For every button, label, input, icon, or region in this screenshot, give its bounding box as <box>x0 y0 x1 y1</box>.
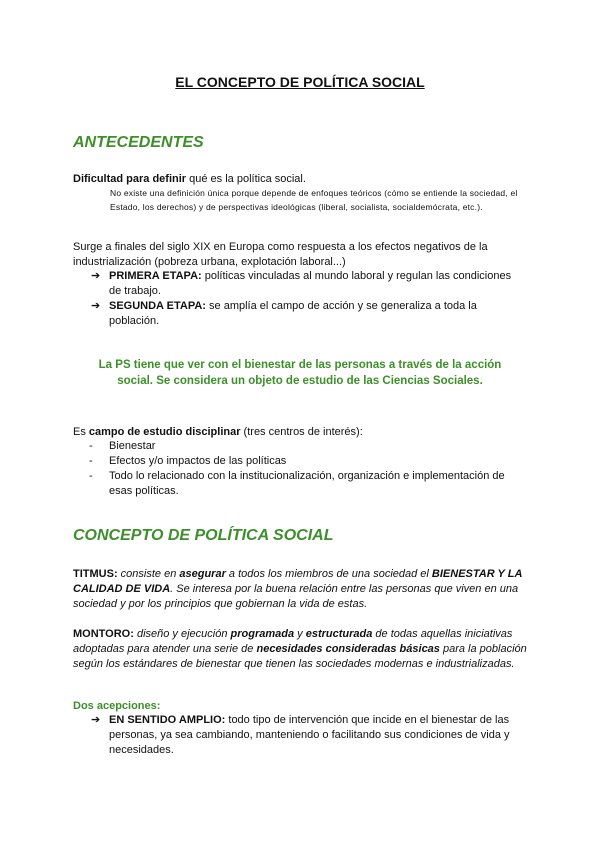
page-title: EL CONCEPTO DE POLÍTICA SOCIAL <box>175 74 425 90</box>
acepciones-list <box>91 713 521 758</box>
dificultad-paragraph <box>73 172 533 187</box>
arrow-right-icon: ➔ <box>91 300 101 312</box>
campo-bold: campo de estudio disciplinar <box>88 426 241 438</box>
acepcion-label: EN SENTIDO AMPLIO: <box>109 714 226 726</box>
etapas-list <box>91 269 523 329</box>
campo-list <box>89 439 523 499</box>
etapa-label: SEGUNDA ETAPA: <box>109 300 206 312</box>
list-item: - Todo lo relacionado con la institucionalización, organización e implementación de esas políticas. <box>89 470 505 497</box>
concepto-heading: CONCEPTO DE POLÍTICA SOCIAL <box>73 527 334 544</box>
list-item: - Bienestar <box>89 440 156 452</box>
antecedentes-heading: ANTECEDENTES <box>73 134 204 151</box>
arrow-right-icon: ➔ <box>91 714 101 726</box>
montoro-name: MONTORO: <box>73 628 134 640</box>
ps-highlight: La PS tiene que ver con el bienestar de las personas a través de la acción social. Se considera un objeto de estudio de las Ciencias Sociales. <box>98 359 502 387</box>
list-item: - Efectos y/o impactos de las políticas <box>89 455 287 467</box>
etapa-text: se amplía el campo de acción y se generaliza a toda la población. <box>109 300 477 327</box>
etapa-text: políticas vinculadas al mundo laboral y regulan las condiciones de trabajo. <box>109 270 512 297</box>
surge-paragraph: Surge a finales del siglo XIX en Europa como respuesta a los efectos negativos de la industrialización (pobreza urbana, explotación laboral...) <box>73 241 488 268</box>
dificultad-note: No existe una definición única porque depende de enfoques teóricos (cómo se entiende la sociedad, el Estado, los derechos) y de perspectivas ideológicas (liberal, socialista, socialdemócrata, etc.). <box>110 188 518 212</box>
campo-paragraph: Es campo de estudio disciplinar (tres centros de interés): <box>73 426 363 438</box>
titmus-name: TITMUS: <box>73 568 118 580</box>
acepciones-heading: Dos acepciones: <box>73 700 161 712</box>
dificultad-rest: qué es la política social. <box>186 173 306 185</box>
acepcion-item-1 <box>91 713 521 758</box>
montoro-paragraph: MONTORO: diseño y ejecución programada y estructurada de todas aquellas iniciativas adoptadas para atender una serie de necesidades consideradas básicas para la población según los estándares de bienestar que tienen las sociedades modernas e industrializadas. <box>73 628 527 670</box>
etapa-item-1 <box>91 269 523 299</box>
titmus-paragraph: TITMUS: consiste en asegurar a todos los miembros de una sociedad el BIENESTAR Y LA CALIDAD DE VIDA. Se interesa por la buena relación entre las personas que viven en una sociedad y por los principios que gobiernan la vida de estas. <box>73 568 522 610</box>
etapa-item-2 <box>91 299 523 329</box>
etapa-label: PRIMERA ETAPA: <box>109 270 202 282</box>
acepcion-text: todo tipo de intervención que incide en el bienestar de las personas, ya sea cambiando, manteniendo o facilitando sus condiciones de vida y necesidades. <box>109 714 510 756</box>
arrow-right-icon: ➔ <box>91 270 101 282</box>
dificultad-bold: Dificultad para definir <box>73 173 187 185</box>
